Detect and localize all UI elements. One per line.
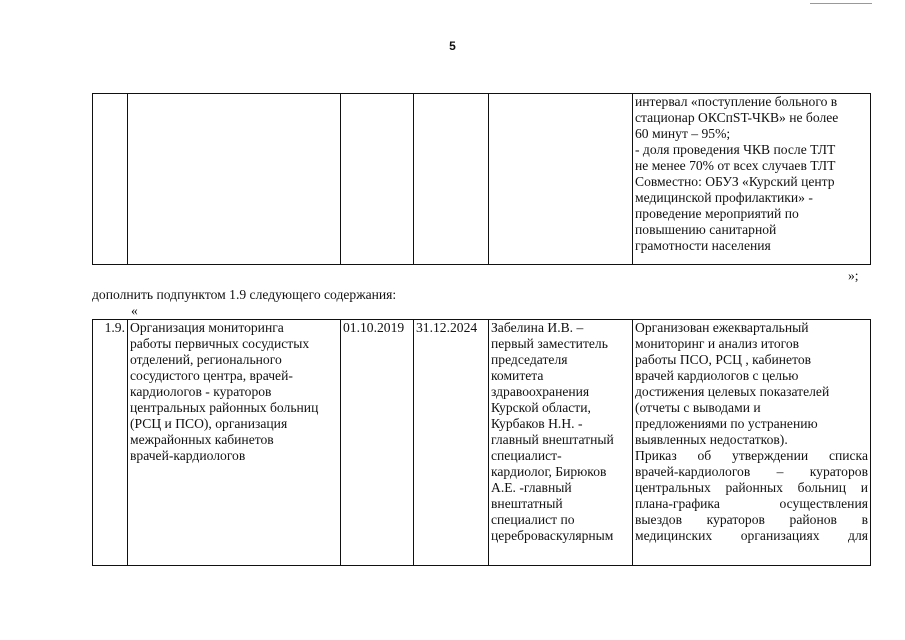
text-line: межрайонных кабинетов [130, 432, 274, 447]
text-line: выявленных недостатков). [635, 432, 788, 447]
cell-start-date: 01.10.2019 [341, 320, 414, 566]
cell-result [633, 94, 871, 265]
text-line: кардиолог, Бирюков [491, 464, 607, 479]
text-line: достижения целевых показателей [635, 384, 830, 399]
text-line: Приказ об утверждении списка [635, 448, 868, 463]
text-line: специалист- [491, 448, 562, 463]
cell-number: 1.9. [93, 320, 128, 566]
text-line: Курской области, [491, 400, 591, 415]
table-row-1-9 [92, 319, 871, 566]
text-line: здравоохранения [491, 384, 590, 399]
opening-quote: « [131, 303, 138, 318]
text-line: цереброваскулярным [491, 528, 614, 543]
cell-result [633, 320, 871, 566]
text-line: работы первичных сосудистых [130, 336, 310, 351]
amendment-note: дополнить подпунктом 1.9 следующего содержания: [92, 287, 397, 302]
text-line: медицинской профилактики» - [635, 190, 813, 205]
cell-start-date [341, 94, 414, 265]
cell-end-date: 31.12.2024 [414, 320, 489, 566]
text-line: врачей кардиологов с целью [635, 368, 799, 383]
text-line: кардиологов - кураторов [130, 384, 272, 399]
cell-activity [128, 320, 341, 566]
text-line: врачей-кардиологов [130, 448, 246, 463]
text-line: врачей-кардиологов – кураторов [635, 464, 868, 479]
table-row [93, 320, 871, 566]
text-line: Совместно: ОБУЗ «Курский центр [635, 174, 835, 189]
text-line: проведение мероприятий по [635, 206, 799, 221]
text-line: стационар ОКСпST-ЧКВ» не более [635, 110, 839, 125]
text-line: специалист по [491, 512, 575, 527]
text-line: не менее 70% от всех случаев ТЛТ [635, 158, 836, 173]
text-line: плана-графика осуществления [635, 496, 868, 511]
cell-activity [128, 94, 341, 265]
text-line: А.Е. -главный [491, 480, 572, 495]
text-line: - доля проведения ЧКВ после ТЛТ [635, 142, 836, 157]
text-line: сосудистого центра, врачей- [130, 368, 293, 383]
text-line: отделений, регионального [130, 352, 282, 367]
text-line: повышению санитарной [635, 222, 777, 237]
cell-number [93, 94, 128, 265]
text-line: грамотности населения [635, 238, 771, 253]
page-number: 5 [449, 39, 456, 53]
table-continuation [92, 93, 871, 265]
top-edge-line [810, 3, 872, 4]
text-line: выездов кураторов районов в [635, 512, 868, 527]
text-line: Организован ежеквартальный [635, 320, 809, 335]
text-line: председателя [491, 352, 568, 367]
cell-responsible [489, 320, 633, 566]
text-line: мониторинг и анализ итогов [635, 336, 800, 351]
text-line: главный внештатный [491, 432, 614, 447]
table-row [93, 94, 871, 265]
text-line: центральных районных больниц и [635, 480, 868, 495]
result-paragraph [635, 320, 868, 448]
text-line: внештатный [491, 496, 563, 511]
text-line: интервал «поступление больного в [635, 94, 838, 109]
text-line: 60 минут – 95%; [635, 126, 731, 141]
text-line: (РСЦ и ПСО), организация [130, 416, 288, 431]
cell-responsible [489, 94, 633, 265]
text-line: Забелина И.В. – [491, 320, 584, 335]
result-paragraph [635, 448, 868, 544]
cell-end-date [414, 94, 489, 265]
text-line: первый заместитель [491, 336, 608, 351]
text-line: (отчеты с выводами и [635, 400, 761, 415]
closing-quote: »; [848, 268, 859, 283]
text-line: центральных районных больниц [130, 400, 319, 415]
text-line: работы ПСО, РСЦ , кабинетов [635, 352, 812, 367]
text-line: комитета [491, 368, 544, 383]
text-line: предложениями по устранению [635, 416, 818, 431]
text-line: Курбаков Н.Н. - [491, 416, 583, 431]
text-line: Организация мониторинга [130, 320, 284, 335]
text-line: медицинских организациях для [635, 528, 868, 543]
